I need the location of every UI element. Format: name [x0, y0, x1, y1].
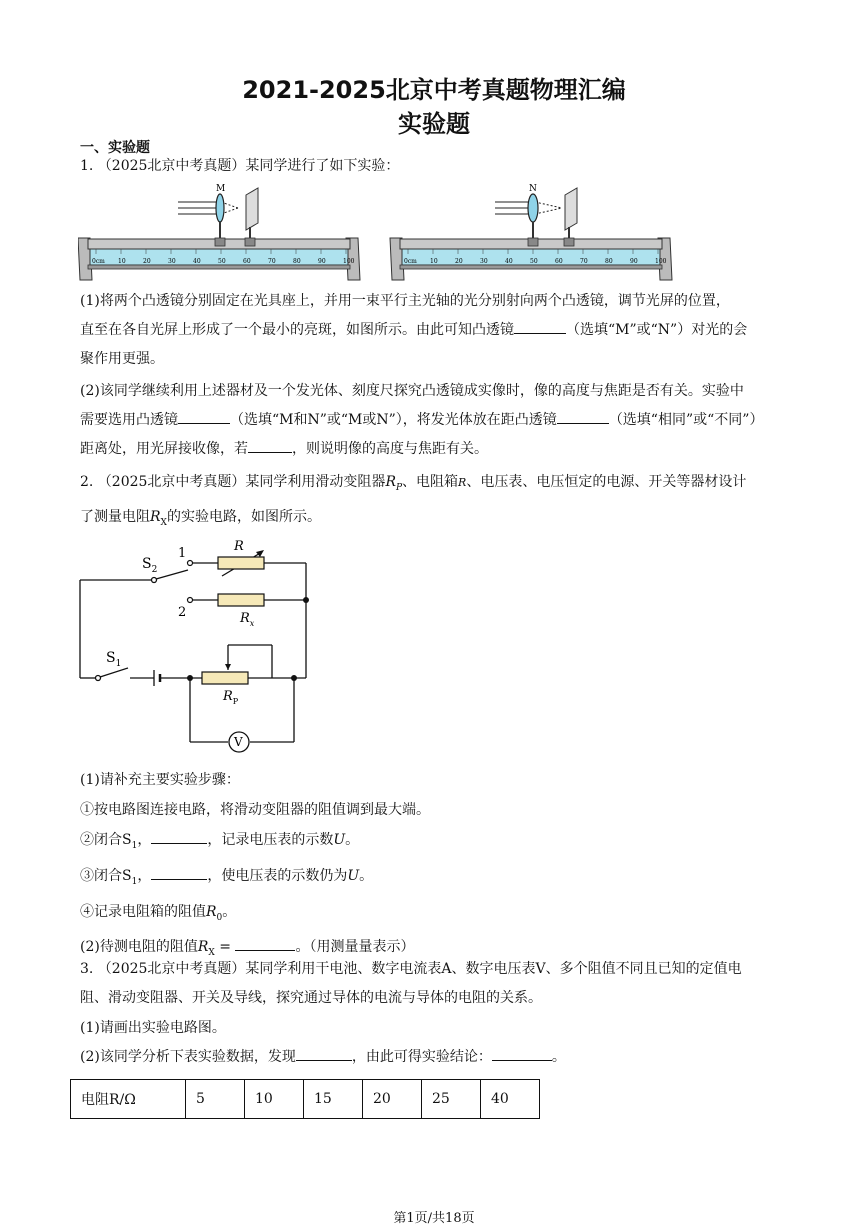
answer-blank[interactable]	[296, 1046, 352, 1061]
bench2-tick-label: 10	[430, 258, 438, 265]
resistor-box-label: R	[234, 539, 244, 554]
q3-intro: 3. （2025北京中考真题）某同学利用干电池、数字电流表A、数字电压表V、多个阻值不同且已知的定值电 阻、滑动变阻器、开关及导线，探究通过导体的电流与导体的电阻的关系。	[80, 961, 742, 1006]
answer-blank[interactable]	[178, 409, 230, 424]
bench1-tick-label: 20	[143, 258, 151, 265]
circuit-diagram	[70, 530, 320, 755]
bench1-tick-label: 30	[168, 258, 176, 265]
answer-blank[interactable]	[235, 936, 295, 951]
bench1-tick-label: 100	[343, 258, 355, 265]
page-number: 第1页/共18页	[393, 1211, 475, 1226]
table-cell: 5	[186, 1080, 245, 1119]
bench2-tick-label: 90	[630, 258, 638, 265]
optical-bench-figure	[78, 183, 690, 283]
table-cell: 20	[363, 1080, 422, 1119]
table-header-cell: 电阻R/Ω	[71, 1080, 186, 1119]
bench2-tick-label: 50	[530, 258, 538, 265]
answer-blank[interactable]	[514, 319, 566, 334]
answer-blank[interactable]	[151, 865, 207, 880]
q3-subquestions: (1)请画出实验电路图。 (2)该同学分析下表实验数据，发现 ，由此可得实验结论： 。	[80, 1020, 566, 1065]
bench2-tick-label: 80	[605, 258, 613, 265]
q2-intro: 2. （2025北京中考真题）某同学利用滑动变阻器$R_P$、电阻箱R、电压表、电压恒定的电源、开关等器材设计 了测量电阻$R_X$的实验电路，如图所示。	[80, 474, 747, 528]
voltmeter-label: V	[234, 735, 243, 749]
bench2-tick-label: 60	[555, 258, 563, 265]
section-heading: 一、实验题	[80, 140, 150, 156]
answer-blank[interactable]	[492, 1046, 552, 1061]
position-2-label: 2	[178, 605, 187, 620]
q1-paragraph-2: (2)该同学继续利用上述器材及一个发光体、刻度尺探究凸透镜成实像时，像的高度与焦距是否有关。实验中 需要选用凸透镜 （选填“M和N”或“M或N”），将发光体放在距凸透镜 （选填“相同”或“不同”） 距离处，用光屏接收像，若 ，则说明像的高度与焦距有关。	[80, 383, 764, 457]
position-1-label: 1	[178, 546, 187, 561]
switch-s2-label: $S_2$	[142, 556, 158, 575]
bench1-tick-label: 70	[268, 258, 276, 265]
table-cell: 15	[304, 1080, 363, 1119]
q1-intro: 1. （2025北京中考真题）某同学进行了如下实验：	[80, 158, 400, 174]
answer-blank[interactable]	[151, 829, 207, 844]
q2-steps: (1)请补充主要实验步骤： ①按电路图连接电路，将滑动变阻器的阻值调到最大端。 ②闭合$S_1$， ，记录电压表的示数U。 ③闭合$S_1$， ，使电压表的示数仍为U。 ④记录电阻箱的阻值$R_0$。 (2)待测电阻的阻值$R_X$ = 。（用测量量表示）	[80, 772, 430, 959]
bench2-tick-label: 40	[505, 258, 513, 265]
page-title: 2021-2025北京中考真题物理汇编	[242, 76, 626, 104]
bench2-tick-label: 70	[580, 258, 588, 265]
table-cell: 10	[245, 1080, 304, 1119]
bench1-tick-label: 10	[118, 258, 126, 265]
page-subtitle: 实验题	[398, 110, 470, 138]
bench1-tick-label: 40	[193, 258, 201, 265]
rp-label: $R_P$	[223, 689, 239, 706]
q1-paragraph-1: (1)将两个凸透镜分别固定在光具座上，并用一束平行主光轴的光分别射向两个凸透镜，调节光屏的位置， 直至在各自光屏上形成了一个最小的亮斑，如图所示。由此可知凸透镜 （选填“M”或“N”）对光的会 聚作用更强。	[80, 293, 748, 367]
switch-s1-label: $S_1$	[106, 650, 122, 669]
bench1-tick-label: 50	[218, 258, 226, 265]
bench2-tick-label: 30	[480, 258, 488, 265]
lens-n-label: N	[529, 184, 537, 194]
bench2-start-label: 0cm	[404, 258, 417, 265]
bench1-tick-label: 90	[318, 258, 326, 265]
data-table	[70, 1079, 540, 1119]
table-cell: 40	[481, 1080, 540, 1119]
lens-m-label: M	[216, 184, 226, 194]
bench1-tick-label: 60	[243, 258, 251, 265]
bench1-start-label: 0cm	[92, 258, 105, 265]
table-row	[71, 1080, 540, 1119]
bench1-tick-label: 80	[293, 258, 301, 265]
table-cell: 25	[422, 1080, 481, 1119]
bench2-tick-label: 20	[455, 258, 463, 265]
rx-label: $R_x$	[240, 611, 255, 628]
answer-blank[interactable]	[248, 438, 292, 453]
bench2-tick-label: 100	[655, 258, 667, 265]
answer-blank[interactable]	[557, 409, 609, 424]
